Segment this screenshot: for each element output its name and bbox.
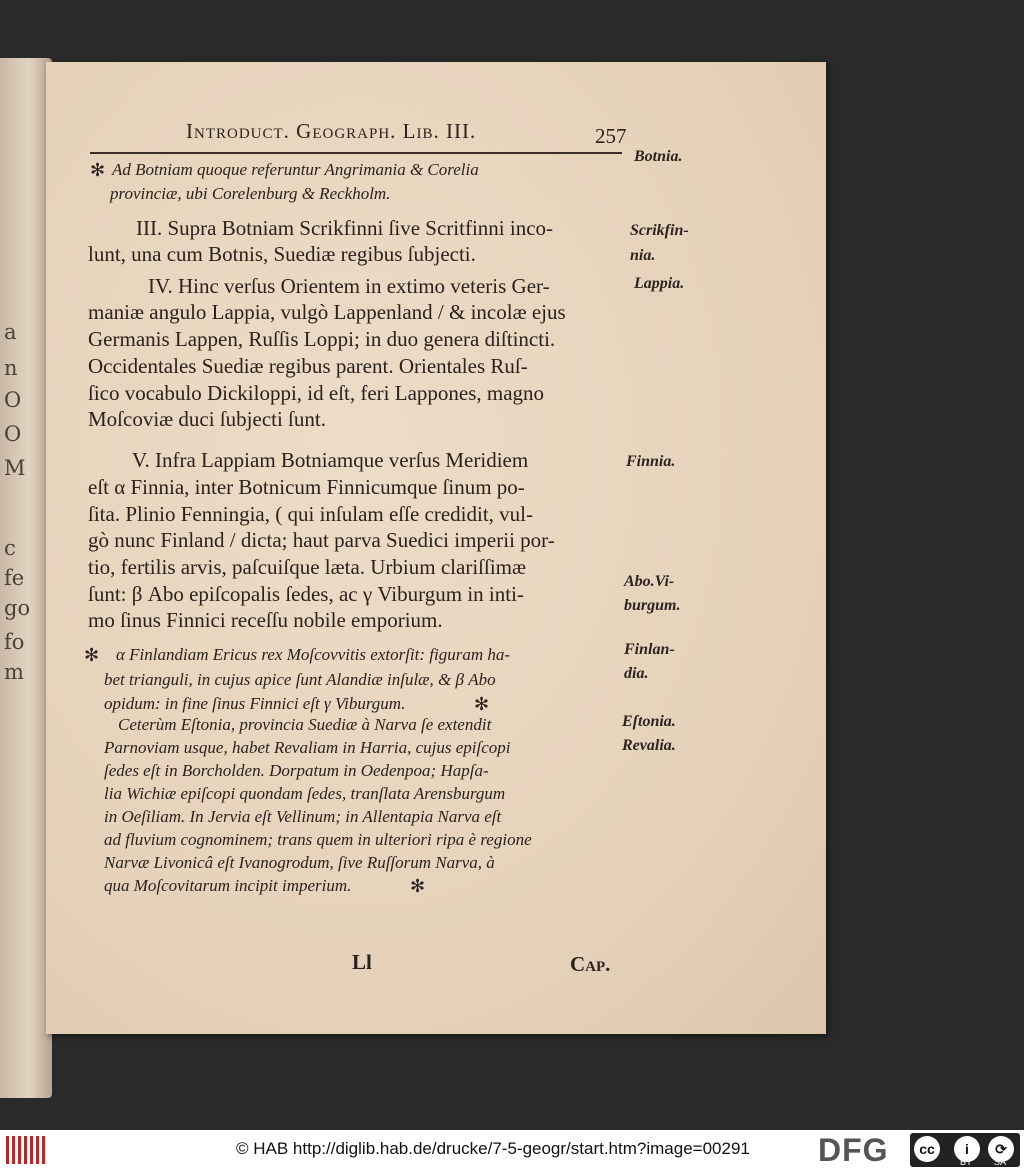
text-line: qua Moſcovitarum incipit imperium.	[104, 876, 352, 895]
text-line: Germanis Lappen, Ruſſis Loppi; in duo genera diſtincti.	[88, 327, 556, 351]
text-line: in Oeſiliam. In Jervia eſt Vellinum; in Allentapia Narva eſt	[104, 807, 502, 826]
text-line: opidum: in fine ſinus Finnici eſt γ Viburgum.	[104, 694, 406, 713]
marginal-note: Finnia.	[626, 453, 676, 470]
marginal-note: Finlan-	[624, 641, 675, 658]
running-header: Introduct. Geograph. Lib. III.	[186, 119, 477, 143]
text-line: IV. Hinc verſus Orientem in extimo veteris Ger-	[148, 274, 550, 298]
text-line: Ceterùm Eſtonia, provincia Suediæ à Narva ſe extendit	[118, 715, 492, 734]
footer-bar	[0, 1130, 1024, 1170]
asterisk-ornament-icon: ✻	[474, 694, 490, 714]
text-line: lunt, una cum Botnis, Suediæ regibus ſubjecti.	[88, 242, 476, 266]
marginal-note: Botnia.	[634, 148, 683, 165]
text-line: eſt α Finnia, inter Botnicum Finnicumque ſinum po-	[88, 475, 525, 499]
text-line: ſunt: β Abo epiſcopalis ſedes, ac γ Viburgum in inti-	[88, 582, 524, 606]
library-logo-icon	[6, 1136, 46, 1164]
marginal-note: dia.	[624, 665, 649, 682]
edge-fragment: go	[4, 596, 31, 620]
edge-fragment: M	[4, 456, 26, 480]
text-line: Ad Botniam quoque referuntur Angrimania & Corelia	[112, 160, 479, 179]
text-line: III. Supra Botniam Scrikfinni ſive Scritfinni inco-	[136, 216, 554, 240]
source-link[interactable]: © HAB http://diglib.hab.de/drucke/7-5-geogr/start.htm?image=00291	[236, 1139, 750, 1158]
cc-sa-label: SA	[994, 1157, 1007, 1167]
text-line: ſico vocabulo Dickiloppi, id eſt, feri Lappones, magno	[88, 381, 545, 405]
text-line: Moſcoviæ duci ſubjecti ſunt.	[88, 407, 326, 431]
by-icon: i	[954, 1136, 980, 1162]
marginal-note: Abo.Vi-	[624, 573, 675, 590]
page-number: 257	[595, 124, 627, 148]
edge-fragment: c	[4, 536, 16, 560]
dfg-logo: DFG	[818, 1132, 889, 1168]
text-line: gò nunc Finland / dicta; haut parva Suedici imperii por-	[88, 528, 555, 552]
marginal-note: burgum.	[624, 597, 681, 614]
cc-by-label: BY	[960, 1157, 973, 1167]
marginal-note: Revalia.	[622, 737, 676, 754]
text-line: ſedes eſt in Borcholden. Dorpatum in Oedenpoa; Hapſa-	[104, 761, 489, 780]
edge-fragment: fe	[4, 566, 25, 590]
text-line: α Finlandiam Ericus rex Moſcovvitis extorſit: figuram ha-	[116, 645, 511, 664]
marginal-note: Lappia.	[634, 275, 685, 292]
marginal-note: Scrikfin-	[630, 222, 689, 239]
edge-fragment: fo	[4, 630, 25, 654]
text-line: provinciæ, ubi Corelenburg & Reckholm.	[110, 184, 391, 203]
marginal-note: Eſtonia.	[622, 713, 676, 730]
text-line: ad fluvium cognominem; trans quem in ulteriori ripa è regione	[104, 830, 532, 849]
text-line: maniæ angulo Lappia, vulgò Lappenland / & incolæ ejus	[88, 300, 566, 324]
marginal-note: nia.	[630, 247, 656, 264]
signature-mark: Ll	[352, 950, 372, 974]
edge-fragment: O	[4, 422, 22, 446]
edge-fragment: O	[4, 388, 22, 412]
header-rule	[90, 152, 622, 154]
text-line: ſita. Plinio Fenningia, ( qui inſulam eſſe credidit, vul-	[88, 502, 534, 526]
asterisk-ornament-icon: ✻	[84, 645, 100, 665]
text-line: tio, fertilis arvis, paſcuiſque læta. Urbium clariſſimæ	[88, 555, 526, 579]
cc-icon: cc	[914, 1136, 940, 1162]
text-line: bet trianguli, in cujus apice ſunt Alandiæ inſulæ, & β Abo	[104, 670, 496, 689]
cc-license-badge[interactable]	[910, 1133, 1020, 1167]
text-line: lia Wichiæ epiſcopi quondam ſedes, tranſlata Arensburgum	[104, 784, 506, 803]
edge-fragment: n	[4, 356, 18, 380]
asterisk-ornament-icon: ✻	[410, 876, 426, 896]
edge-fragment: a	[4, 320, 17, 344]
facing-page-edge	[0, 58, 52, 1098]
text-line: Narvæ Livonicâ eſt Ivanogrodum, ſive Ruſſorum Narva, à	[104, 853, 495, 872]
text-line: Occidentales Suediæ regibus parent. Orientales Ruſ-	[88, 354, 528, 378]
edge-fragment: m	[4, 660, 24, 684]
text-line: mo ſinus Finnici receſſu nobile emporium.	[88, 608, 443, 632]
sa-icon: ⟳	[988, 1136, 1014, 1162]
catchword: Cap.	[570, 952, 611, 976]
text-line: V. Infra Lappiam Botniamque verſus Meridiem	[132, 448, 529, 472]
text-line: Parnoviam usque, habet Revaliam in Harria, cujus epiſcopi	[104, 738, 511, 757]
asterisk-ornament-icon: ✻	[90, 160, 106, 180]
